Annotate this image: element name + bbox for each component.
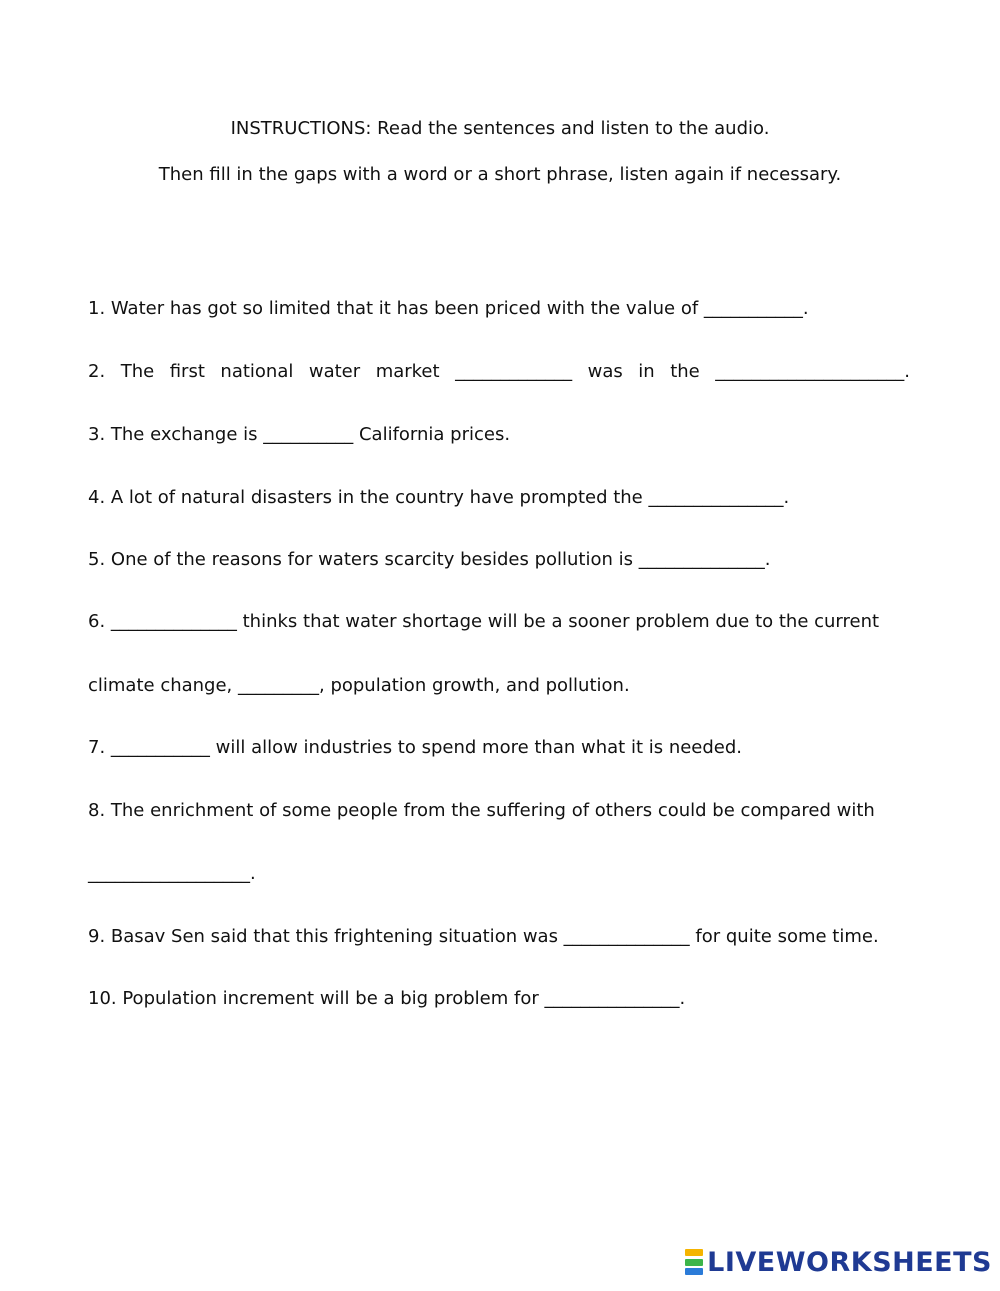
question-6-line-2: climate change, _________, population growth, and pollution. [88,675,630,696]
instructions-line-1: INSTRUCTIONS: Read the sentences and listen to the audio. [230,118,770,139]
q2-blank-2: _____________________. [715,361,910,382]
q2-word: national [220,361,294,382]
logo-block-green [685,1259,703,1266]
logo-blocks-icon [685,1249,703,1275]
question-4: 4. A lot of natural disasters in the country have prompted the _______________. [88,487,790,508]
q2-word: water [308,361,361,382]
q2-word: in [638,361,655,382]
question-8-line-2: __________________. [88,863,256,884]
q2-word: The [120,361,155,382]
question-7: 7. ___________ will allow industries to spend more than what it is needed. [88,737,743,758]
logo-block-yellow [685,1249,703,1256]
question-2 [88,360,910,384]
q2-word: 2. [88,361,106,382]
brand-name: LIVEWORKSHEETS [707,1246,992,1278]
q2-word: was [587,361,623,382]
q2-blank-1: _____________ [455,361,573,382]
question-5: 5. One of the reasons for waters scarcity besides pollution is ______________. [88,549,771,570]
question-8-line-1: 8. The enrichment of some people from the suffering of others could be compared with [88,800,875,821]
q2-word: the [670,361,700,382]
logo-block-blue [685,1268,703,1275]
liveworksheets-logo [685,1247,992,1277]
question-9: 9. Basav Sen said that this frightening situation was ______________ for quite some time. [88,926,879,947]
instructions-line-2: Then fill in the gaps with a word or a short phrase, listen again if necessary. [158,164,842,185]
q2-word: market [375,361,440,382]
question-1: 1. Water has got so limited that it has been priced with the value of ___________. [88,298,809,319]
question-10: 10. Population increment will be a big problem for _______________. [88,988,686,1009]
question-3: 3. The exchange is __________ California prices. [88,424,511,445]
question-6-line-1: 6. ______________ thinks that water shortage will be a sooner problem due to the current [88,611,880,632]
q2-word: first [169,361,205,382]
